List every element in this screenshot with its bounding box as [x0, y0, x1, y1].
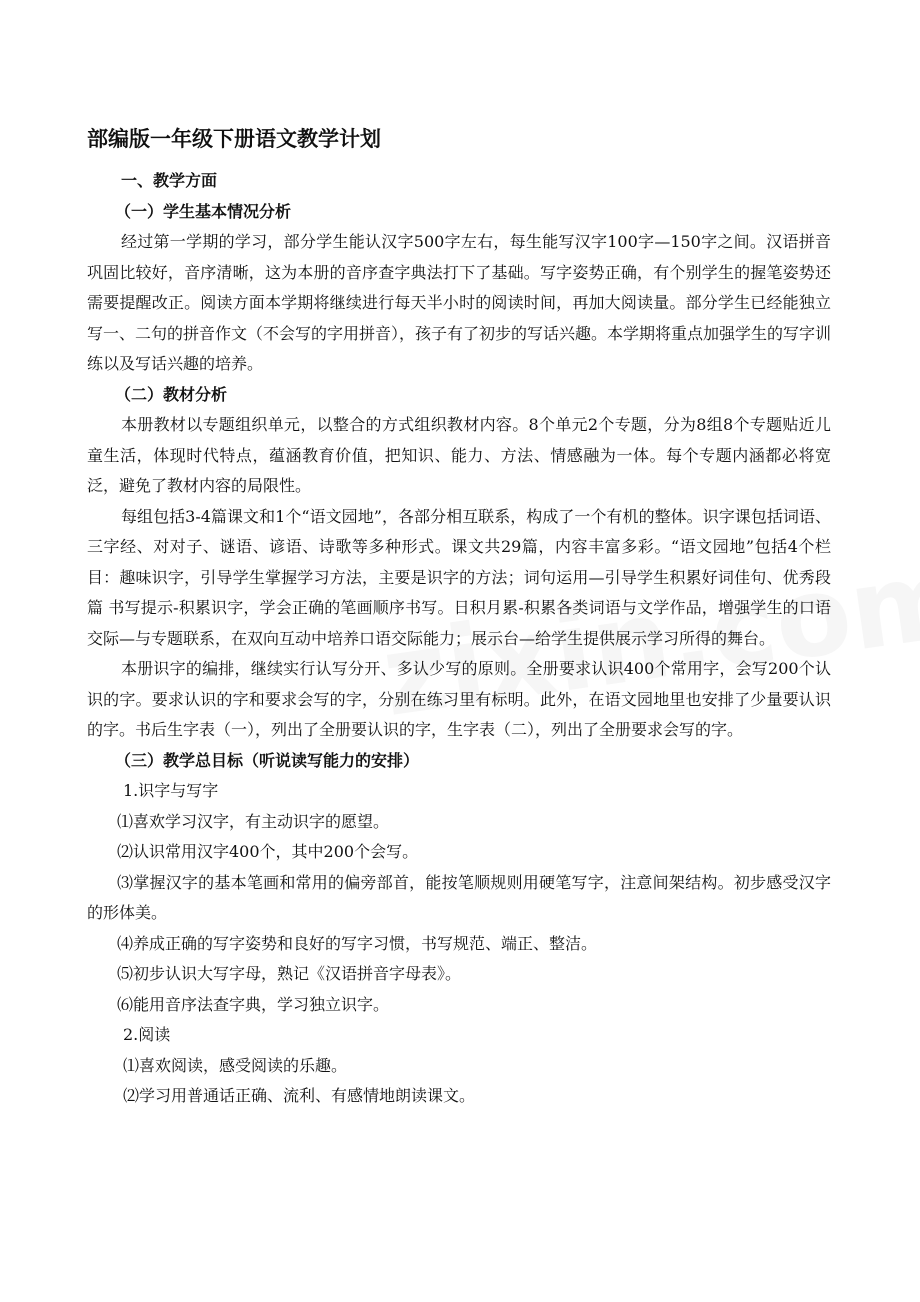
section-heading-teaching: 一、教学方面: [121, 171, 218, 190]
goal-item: ⑹能用音序法查字典，学习独立识字。: [117, 994, 390, 1014]
goal-heading-reading: 2.阅读: [123, 1025, 171, 1044]
paragraph-textbook-units: 本册教材以专题组织单元，以整合的方式组织教材内容。8个单元2个专题，分为8组8个专题贴近儿童生活，体现时代特点，蕴涵教育价值，把知识、能力、方法、情感融为一体。每个专题内涵都必将宽泛，避免了教材内容的局限性。: [87, 415, 831, 495]
paragraph-textbook-content: 每组包括3-4篇课文和1个“语文园地”，各部分相互联系，构成了一个有机的整体。识字课包括词语、三字经、对对子、谜语、谚语、诗歌等多种形式。课文共29篇，内容丰富多彩。“语文园地”包括4个栏目：趣味识字，引导学生掌握学习方法，主要是识字的方法；词句运用—引导学生积累好词佳句、优秀段篇 书写提示-积累识字，学会正确的笔画顺序书写。日积月累-积累各类词语与文学作品，增强学生的口语交际—与专题联系，在双向互动中培养口语交际能力；展示台—给学生提供展示学习所得的舞台。: [87, 506, 831, 648]
goal-heading-literacy: 1.识字与写字: [123, 781, 219, 800]
paragraph-literacy-arrangement: 本册识字的编排，继续实行认写分开、多认少写的原则。全册要求认识400个常用字，会写200个认识的字。要求认识的字和要求会写的字，分别在练习里有标明。此外，在语文园地里也安排了少量要认识的字。书后生字表（一），列出了全册要认识的字，生字表（二），列出了全册要求会写的字。: [87, 659, 831, 739]
document-title: 部编版一年级下册语文教学计划: [87, 127, 381, 151]
paragraph-student-analysis: 经过第一学期的学习，部分学生能认汉字500字左右，每生能写汉字100字—150字之间。汉语拼音巩固比较好，音序清晰，这为本册的音序查字典法打下了基础。写字姿势正确，有个别学生的握笔姿势还需要提醒改正。阅读方面本学期将继续进行每天半小时的阅读时间，再加大阅读量。部分学生已经能独立写一、二句的拼音作文（不会写的字用拼音），孩子有了初步的写话兴趣。本学期将重点加强学生的写字训练以及写话兴趣的培养。: [87, 232, 832, 373]
goal-item: ⑵学习用普通话正确、流利、有感情地朗读课文。: [123, 1086, 476, 1105]
goal-item: ⑷养成正确的写字姿势和良好的写字习惯，书写规范、端正、整洁。: [117, 933, 598, 953]
goal-item: ⑶掌握汉字的基本笔画和常用的偏旁部首，能按笔顺规则用硬笔写字，注意间架结构。初步感受汉字的形体美。: [87, 872, 831, 922]
goal-item: ⑴喜欢阅读，感受阅读的乐趣。: [123, 1055, 348, 1075]
goal-item: ⑴喜欢学习汉字，有主动识字的愿望。: [117, 811, 390, 831]
subheading-teaching-goals: （三）教学总目标（听说读写能力的安排）: [115, 750, 420, 770]
subheading-textbook-analysis: （二）教材分析: [115, 384, 228, 404]
goal-item: ⑵认识常用汉字400个，其中200个会写。: [117, 842, 419, 861]
document-body: [87, 166, 831, 1112]
subheading-student-analysis: （一）学生基本情况分析: [115, 201, 292, 221]
goal-item: ⑸初步认识大写字母，熟记《汉语拼音字母表》。: [117, 964, 462, 983]
